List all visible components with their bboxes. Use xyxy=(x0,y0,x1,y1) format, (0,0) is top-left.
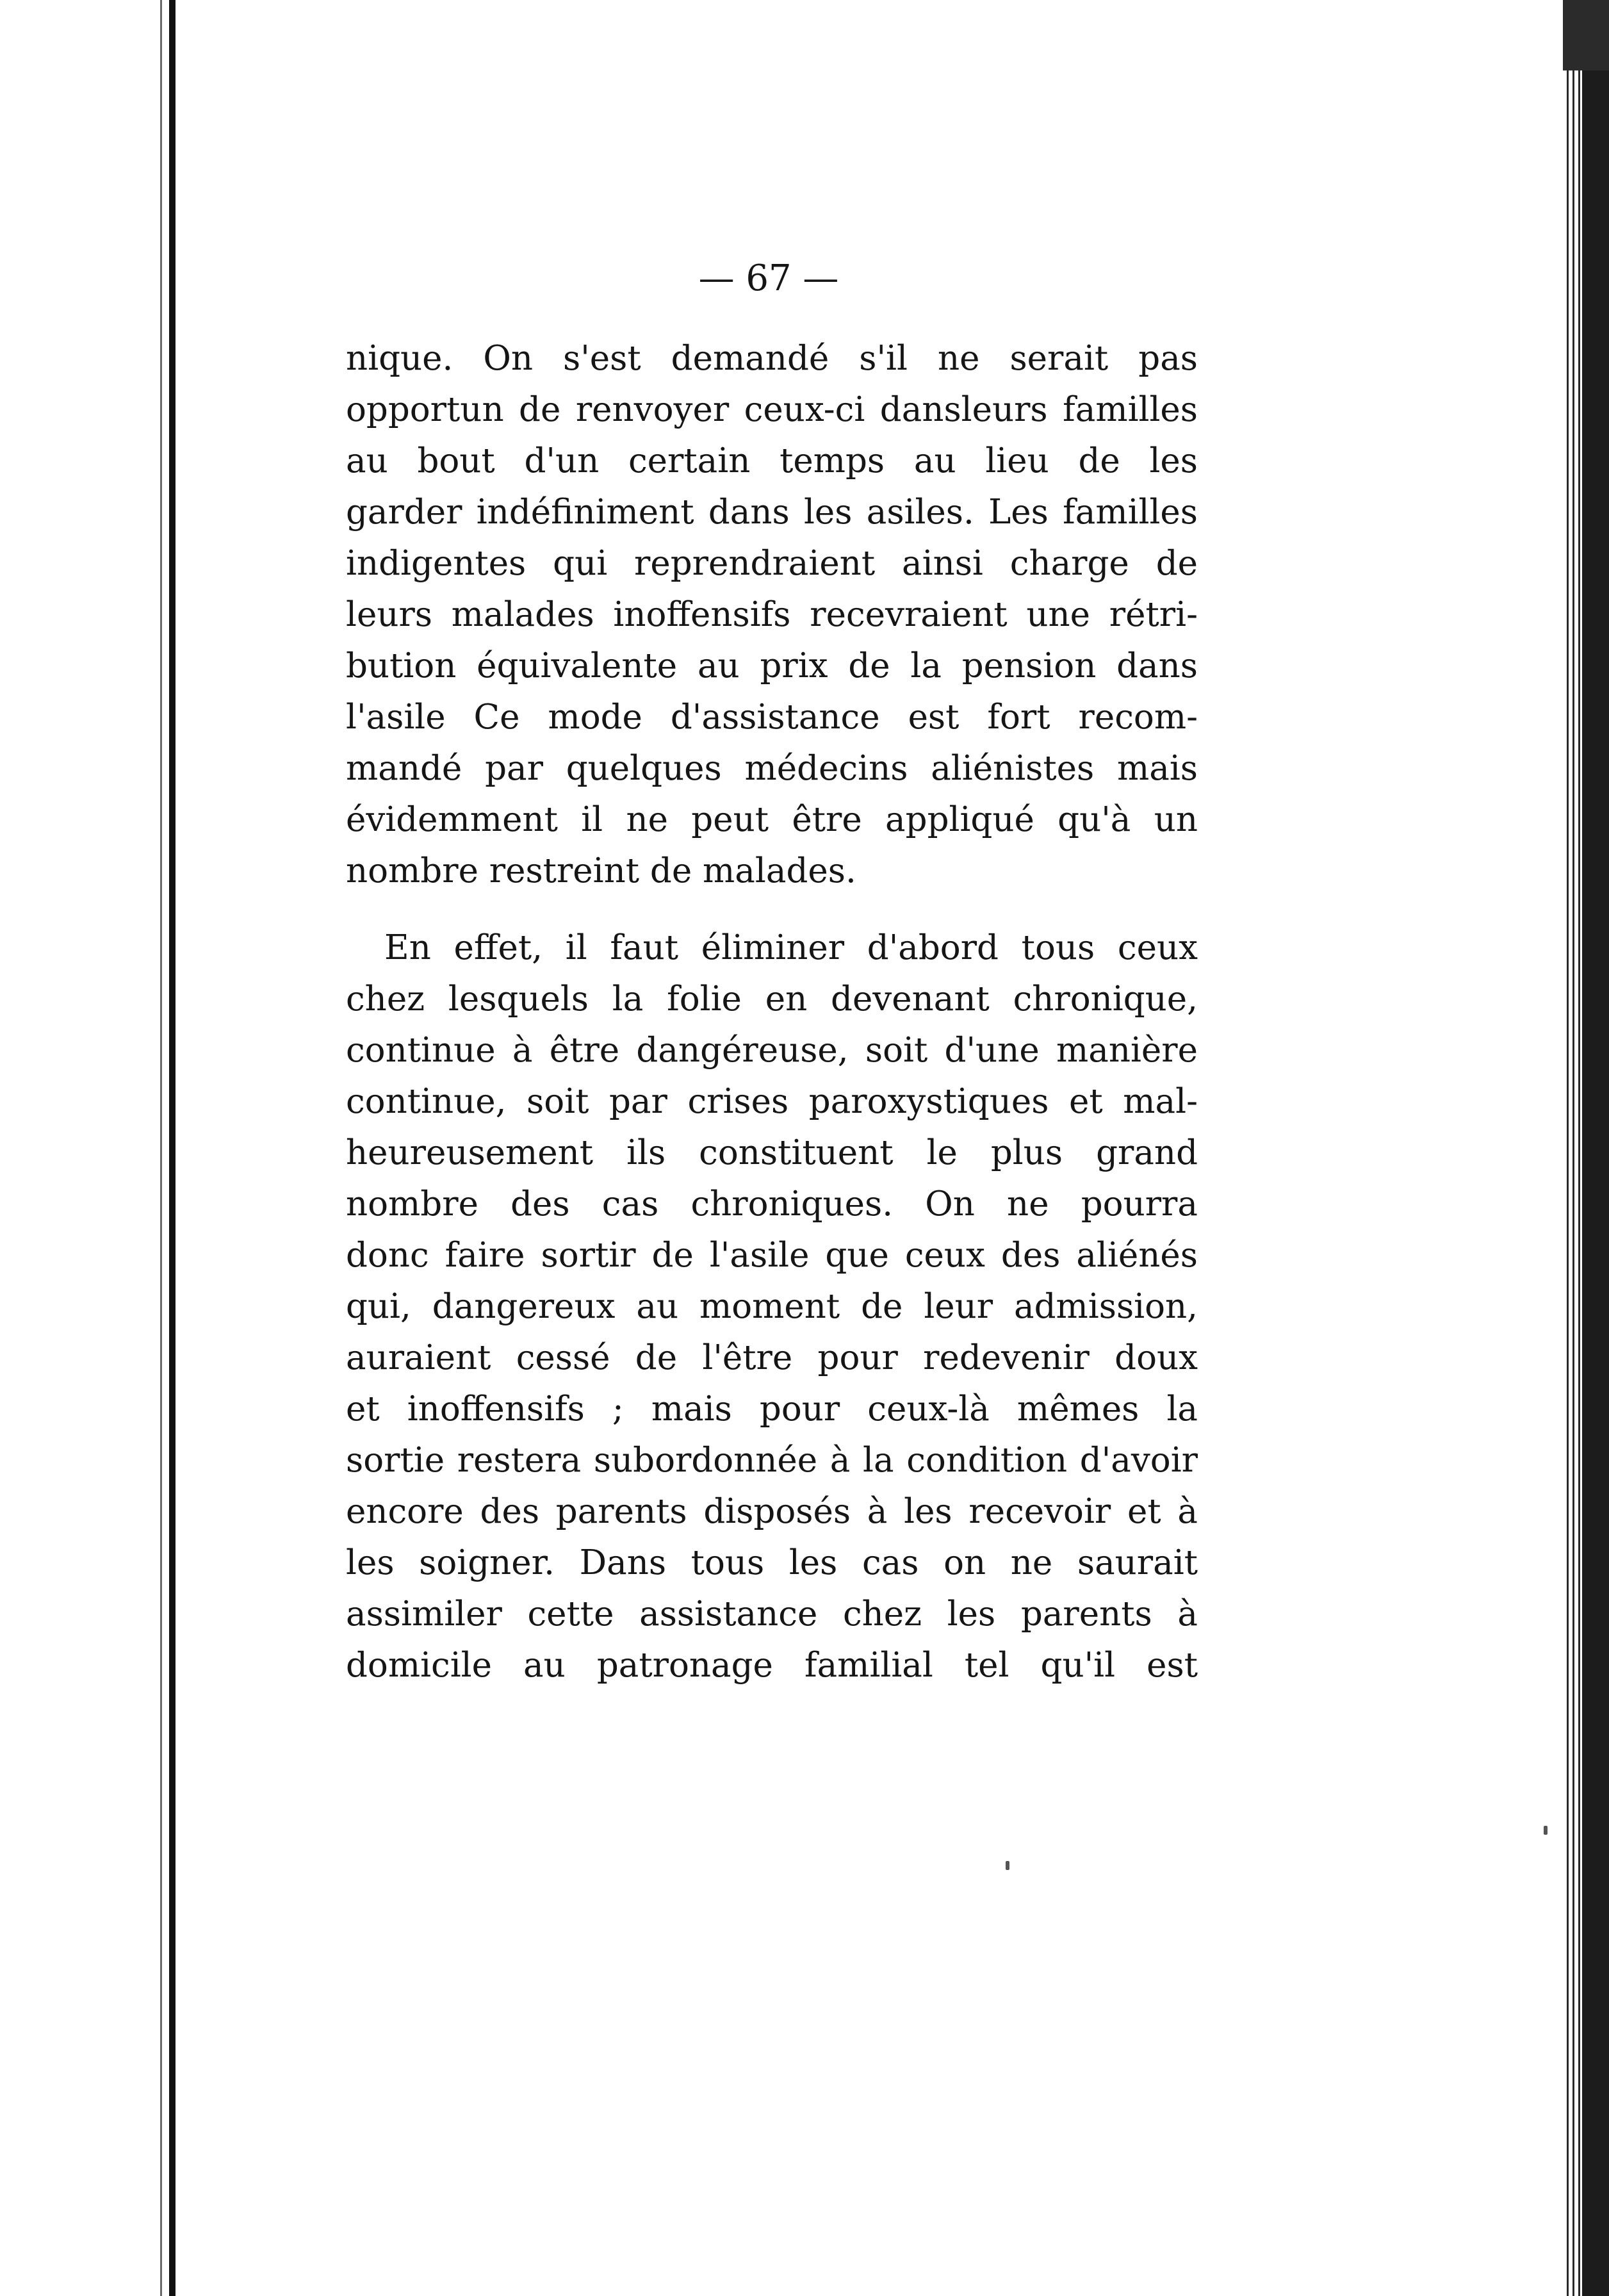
text-line: les soigner. Dans tous les cas on ne saurait xyxy=(346,1543,1198,1582)
text-line: encore des parents disposés à les recevoir et à xyxy=(346,1492,1198,1531)
text-line: garder indéfiniment dans les asiles. Les familles xyxy=(346,493,1198,532)
binding-shadow-line xyxy=(160,0,162,2296)
text-line: nombre des cas chroniques. On ne pourra xyxy=(346,1185,1198,1224)
text-line: chez lesquels la folie en devenant chronique, xyxy=(346,980,1198,1019)
text-line: nique. On s'est demandé s'il ne serait pas xyxy=(346,339,1198,378)
text-line: auraient cessé de l'être pour redevenir doux xyxy=(346,1338,1198,1377)
text-line: évidemment il ne peut être appliqué qu'à un xyxy=(346,800,1198,839)
text-line: bution équivalente au prix de la pension dans xyxy=(346,646,1198,685)
text-line: nombre restreint de malades. xyxy=(346,851,856,890)
text-line: indigentes qui reprendraient ainsi charge de xyxy=(346,544,1198,583)
text-line: qui, dangereux au moment de leur admission, xyxy=(346,1287,1198,1326)
binding-edge-rule xyxy=(169,0,176,2296)
text-line: assimiler cette assistance chez les parents à xyxy=(346,1595,1198,1634)
text-line: donc faire sortir de l'asile que ceux des aliénés xyxy=(346,1236,1198,1275)
text-line: continue à être dangéreuse, soit d'une manière xyxy=(346,1031,1198,1070)
paragraph-gap xyxy=(346,897,1198,922)
text-line: sortie restera subordonnée à la condition d'avoir xyxy=(346,1441,1198,1480)
paragraph xyxy=(346,922,1198,1691)
paragraph xyxy=(346,333,1198,897)
page-stack-dark-edge xyxy=(1582,0,1609,2296)
text-line: heureusement ils constituent le plus grand xyxy=(346,1133,1198,1172)
body-text xyxy=(346,333,1198,1691)
text-line: continue, soit par crises paroxystiques et mal- xyxy=(346,1082,1198,1121)
page-number: — 67 — xyxy=(698,258,839,299)
text-line: au bout d'un certain temps au lieu de les xyxy=(346,441,1198,480)
text-line: l'asile Ce mode d'assistance est fort recom- xyxy=(346,698,1198,737)
text-line: domicile au patronage familial tel qu'il est xyxy=(346,1646,1198,1685)
text-line: leurs malades inoffensifs recevraient une rétri- xyxy=(346,595,1198,634)
text-line: et inoffensifs ; mais pour ceux-là mêmes la xyxy=(346,1390,1198,1429)
text-line: En effet, il faut éliminer d'abord tous ceux xyxy=(384,928,1198,967)
text-line: opportun de renvoyer ceux-ci dansleurs familles xyxy=(346,390,1198,429)
scan-speck xyxy=(1006,1861,1009,1870)
scan-speck xyxy=(1544,1826,1548,1835)
page-stack-top-corner xyxy=(1563,0,1609,70)
text-line: mandé par quelques médecins aliénistes mais xyxy=(346,749,1198,788)
